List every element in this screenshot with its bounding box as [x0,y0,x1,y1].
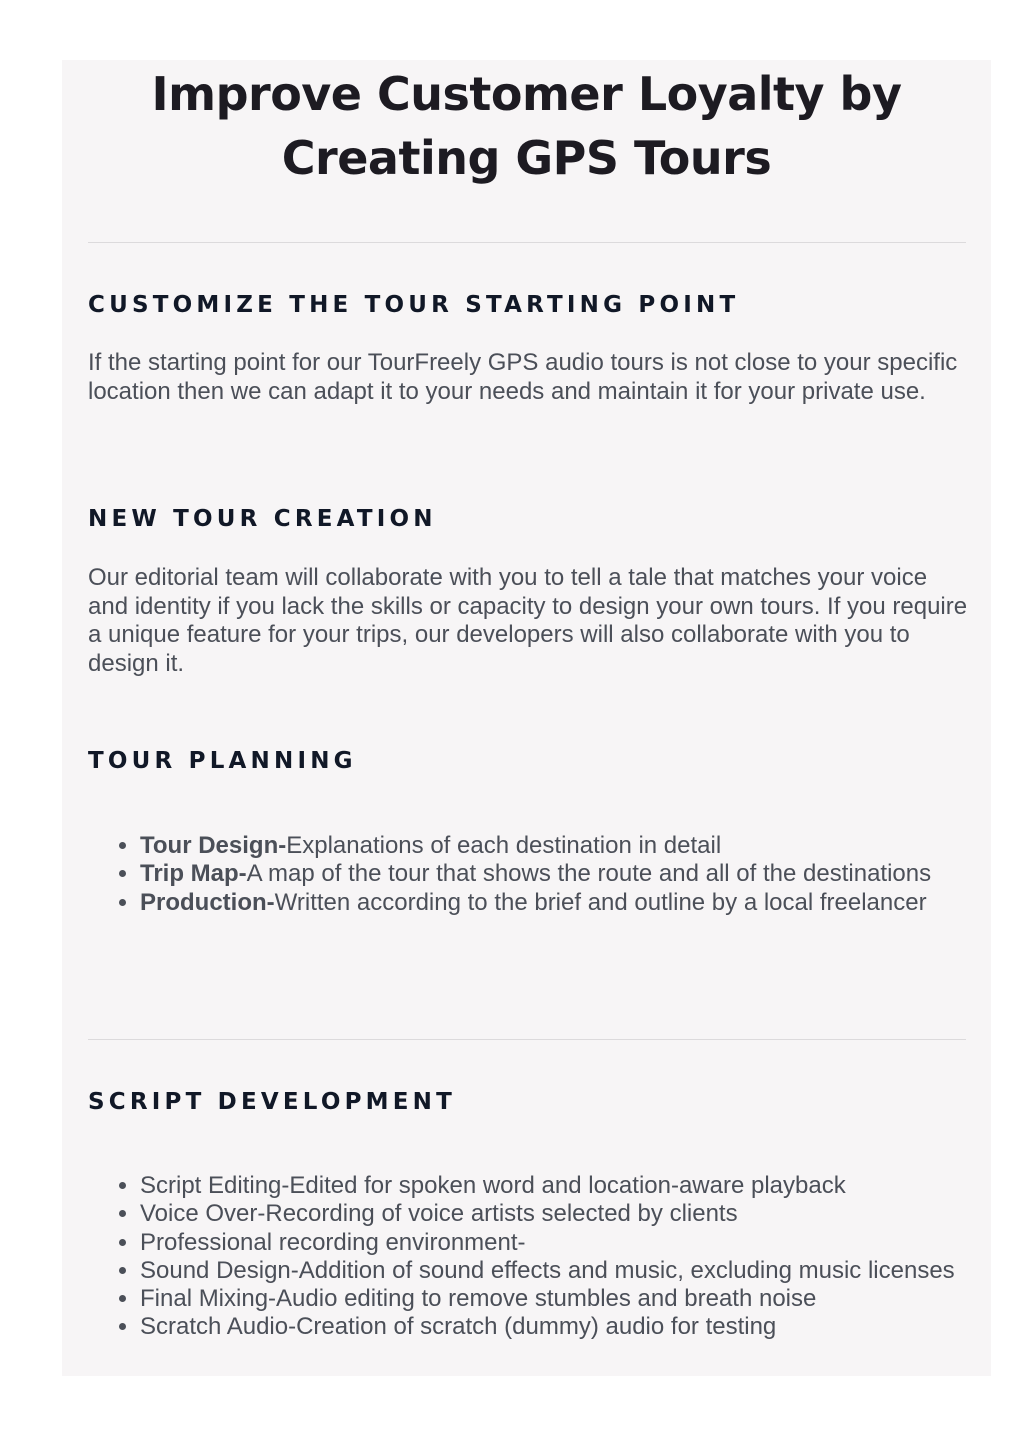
tour-planning-list [88,832,991,917]
list-item: • Sound Design-Addition of sound effects and music, excluding music licenses [140,1257,991,1285]
script-development-list [88,1172,991,1342]
list-item-text: Written according to the brief and outline by a local freelancer [274,888,927,916]
list-item-text: Explanations of each destination in detail [286,832,722,859]
list-item-label: Production- [140,888,275,916]
list-item-label: Tour Design- [140,832,287,859]
list-item [140,860,991,888]
page-title: Improve Customer Loyalty by Creating GPS Tours [151,67,902,185]
section-heading-tour-planning: TOUR PLANNING [88,748,357,774]
document-page [62,60,991,1376]
list-item-text: A map of the tour that shows the route and all of the destinations [246,860,932,888]
list-item-label: Trip Map- [140,860,247,888]
list-item: • Professional recording environment- [140,1229,991,1257]
section-heading-customize: CUSTOMIZE THE TOUR STARTING POINT [88,292,740,318]
section-heading-script-development: SCRIPT DEVELOPMENT [88,1089,456,1115]
list-item: • Final Mixing-Audio editing to remove stumbles and breath noise [140,1285,991,1313]
divider [88,242,966,243]
list-item: • Script Editing-Edited for spoken word and location-aware playback [140,1172,991,1200]
section-text-new-tour: Our editorial team will collaborate with you to tell a tale that matches your voice and identity if you lack the skills or capacity to design your own tours. If you require a unique feature for your trips, our developers will also collaborate with you to design it. [88,564,968,677]
list-item: • Voice Over-Recording of voice artists selected by clients [140,1200,991,1228]
divider [88,1039,966,1040]
list-item [140,832,991,860]
section-text-customize: If the starting point for our TourFreely GPS audio tours is not close to your specific location then we can adapt it to your needs and maintain it for your private use. [88,349,958,405]
list-item [140,889,991,917]
list-item: • Scratch Audio-Creation of scratch (dummy) audio for testing [140,1313,991,1341]
section-heading-new-tour: NEW TOUR CREATION [88,506,437,532]
